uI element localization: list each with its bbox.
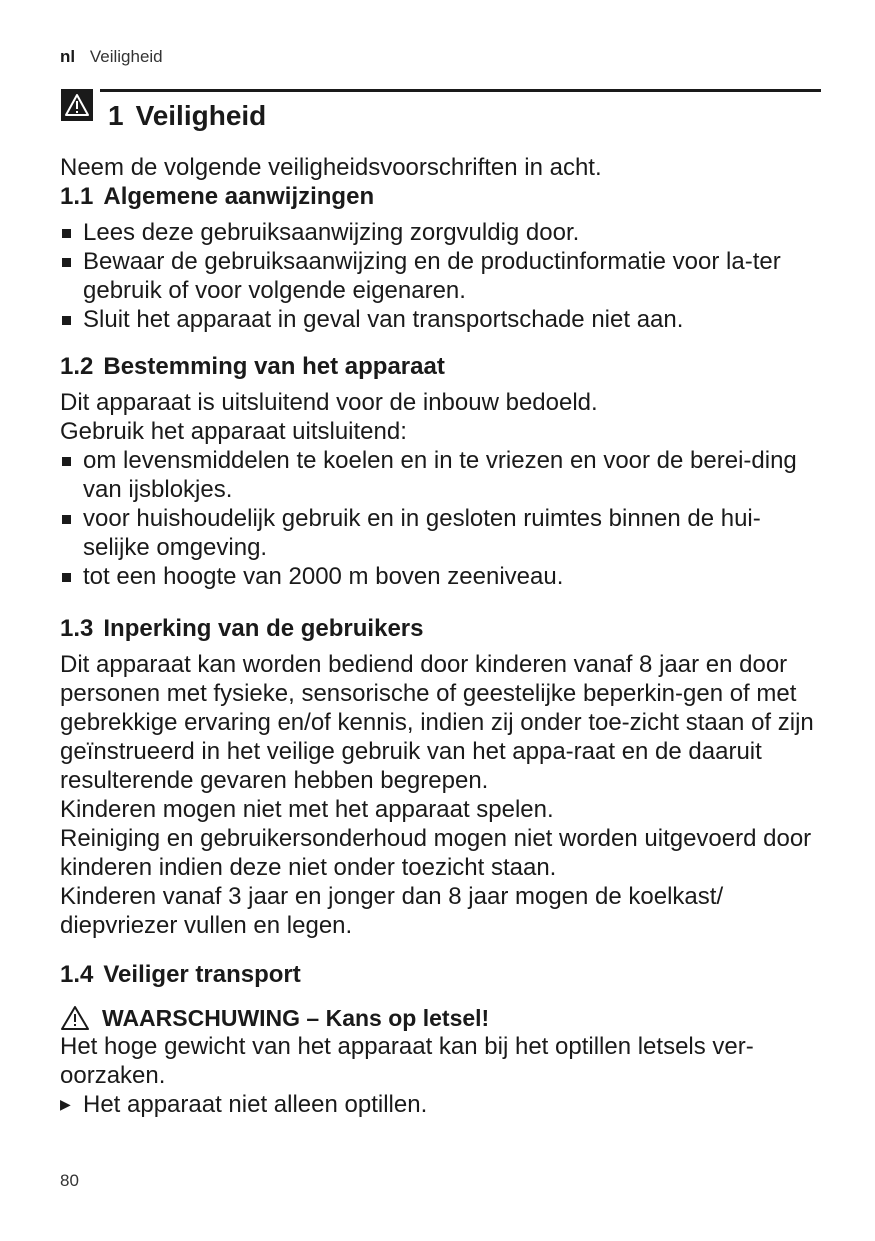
section-title: Veiliger transport bbox=[103, 961, 301, 988]
list-item: voor huishoudelijk gebruik en in gesloten ruimtes binnen de hui-selijke omgeving. bbox=[60, 504, 822, 562]
paragraph: Kinderen vanaf 3 jaar en jonger dan 8 jaar mogen de koelkast/ diepvriezer vullen en legen. bbox=[60, 883, 724, 939]
section-number: 1.4 bbox=[60, 961, 94, 988]
intro-text: Neem de volgende veiligheidsvoorschriften in acht. bbox=[60, 154, 602, 181]
section-heading bbox=[60, 352, 822, 382]
section-title: Bestemming van het apparaat bbox=[103, 353, 445, 380]
language-code: nl bbox=[60, 47, 76, 66]
warning-text: WAARSCHUWING – Kans op letsel! bbox=[102, 1005, 490, 1031]
section-heading bbox=[60, 182, 822, 212]
page-number: 80 bbox=[60, 1171, 79, 1190]
arrow-right-icon: ▶ bbox=[60, 1096, 71, 1112]
running-head-section: Veiligheid bbox=[89, 47, 163, 66]
section-number: 1.2 bbox=[60, 353, 94, 380]
list-item: Sluit het apparaat in geval van transportschade niet aan. bbox=[60, 305, 822, 334]
list-item: Bewaar de gebruiksaanwijzing en de productinformatie voor la-ter gebruik of voor volgende eigenaren. bbox=[60, 247, 822, 305]
section-heading bbox=[60, 960, 822, 990]
section-heading bbox=[60, 614, 822, 644]
warning-triangle-icon bbox=[61, 89, 93, 121]
paragraph: Het hoge gewicht van het apparaat kan bij het optillen letsels ver-oorzaken. bbox=[60, 1033, 754, 1089]
bullet-list bbox=[60, 446, 822, 591]
section-number: 1.1 bbox=[60, 183, 94, 210]
chapter-rule bbox=[100, 89, 821, 92]
running-head bbox=[60, 47, 163, 67]
chapter-number: 1 bbox=[108, 100, 124, 131]
paragraph: Dit apparaat is uitsluitend voor de inbouw bedoeld. bbox=[60, 389, 598, 416]
paragraph: Gebruik het apparaat uitsluitend: bbox=[60, 418, 407, 445]
instruction-step bbox=[60, 1090, 822, 1119]
list-item: Lees deze gebruiksaanwijzing zorgvuldig door. bbox=[60, 218, 822, 247]
paragraph: Dit apparaat kan worden bediend door kinderen vanaf 8 jaar en door personen met fysieke, sensorische of geestelijke beperkin-gen of met gebrekkige ervaring en/of kennis, indien zij onder toe-zicht staan of zijn geïnstrueerd in het veilige gebruik van het appa-raat en de daaruit resulterende gevaren hebben begrepen. bbox=[60, 651, 814, 794]
section-title: Inperking van de gebruikers bbox=[103, 615, 424, 642]
bullet-list bbox=[60, 218, 822, 334]
section-number: 1.3 bbox=[60, 615, 94, 642]
warning-triangle-icon bbox=[60, 1005, 90, 1031]
list-item: tot een hoogte van 2000 m boven zeeniveau. bbox=[60, 562, 822, 591]
step-text: Het apparaat niet alleen optillen. bbox=[83, 1091, 428, 1118]
warning-heading bbox=[60, 1004, 822, 1032]
chapter-title-text: Veiligheid bbox=[135, 100, 267, 131]
list-item: om levensmiddelen te koelen en in te vriezen en voor de berei-ding van ijsblokjes. bbox=[60, 446, 822, 504]
paragraph: Reiniging en gebruikersonderhoud mogen niet worden uitgevoerd door kinderen indien deze niet onder toezicht staan. bbox=[60, 825, 812, 881]
section-title: Algemene aanwijzingen bbox=[103, 183, 375, 210]
paragraph: Kinderen mogen niet met het apparaat spelen. bbox=[60, 796, 554, 823]
page-content bbox=[60, 153, 822, 1119]
chapter-title bbox=[108, 99, 266, 133]
